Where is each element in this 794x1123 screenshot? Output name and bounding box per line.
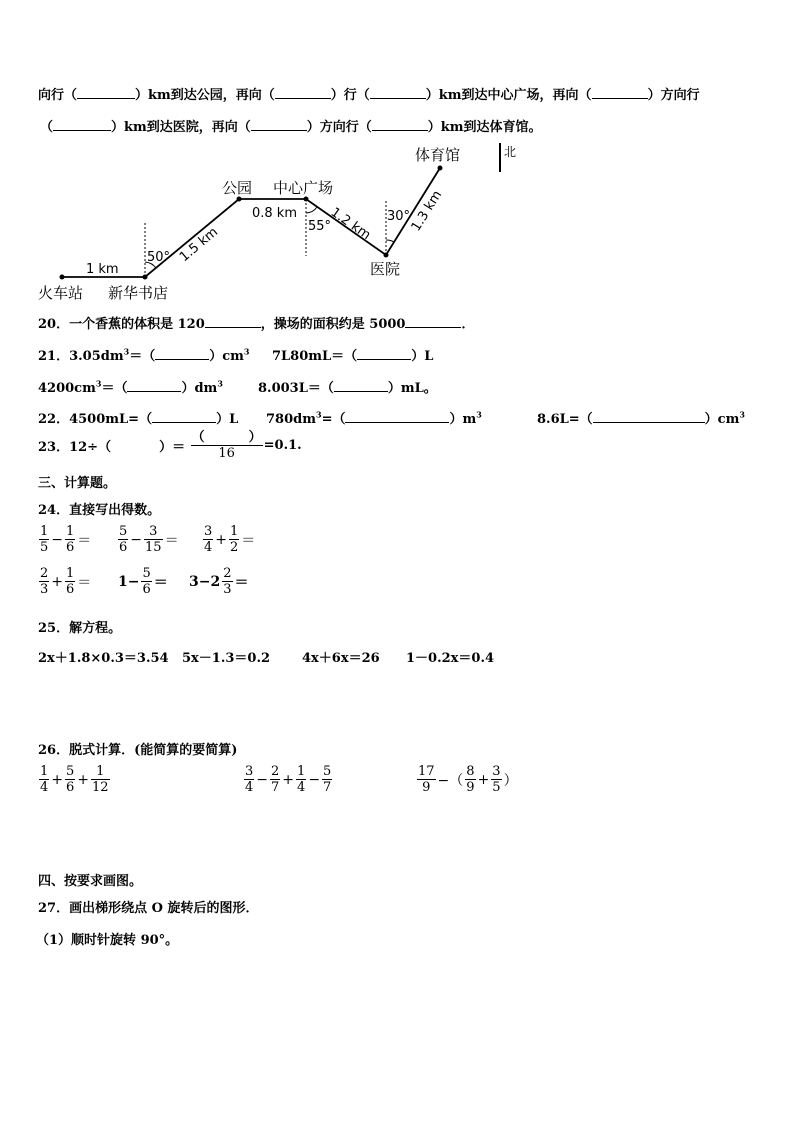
dist-station-bookstore: 1 km [86, 262, 119, 277]
q24-item: $\frac{3}{4}$ + $\frac{1}{2}$ ＝ [204, 524, 256, 555]
q27-sub: （1）顺时针旋转 90°。 [36, 933, 179, 948]
answer-blank[interactable] [155, 347, 209, 360]
q24-title: 24．直接写出得数。 [38, 503, 161, 518]
q26-expr-3: $\frac{17}{9}$ −（ $\frac{8}{9}$ + $\frac{3}{5}$ ） [418, 764, 518, 795]
angle-arc-plaza [306, 207, 317, 213]
equation: 4x＋6x＝26 [302, 651, 380, 666]
answer-blank[interactable] [334, 379, 388, 392]
q24-item: $\frac{2}{3}$ + $\frac{1}{6}$ ＝ [40, 566, 92, 597]
q19-line-2: （ ）km到达医院，再向（ ）方向行（ ）km到达体育馆。 [40, 120, 542, 135]
q21-line-1: 21．$3.05dm^3=$（ ）$cm^3$ [38, 346, 250, 364]
q26-title: 26．脱式计算．(能简算的要简算) [38, 743, 238, 758]
section-3-heading: 三、计算题。 [38, 476, 117, 491]
q22-c: 8.6L=（ ）$cm^3$ [537, 409, 745, 427]
angle-bookstore: 50° [147, 250, 171, 265]
equation: 5x－1.3＝0.2 [182, 651, 271, 666]
equation: 1－0.2x＝0.4 [406, 651, 495, 666]
q21-line-2: $4200cm^3=$（ ）$dm^3$ [38, 378, 223, 396]
dist-hospital-stadium: 1.3 km [408, 188, 446, 235]
label-station: 火车站 [38, 284, 84, 302]
q23-fraction: $\frac{( )}{16}$ [191, 430, 262, 461]
dist-bookstore-park: 1.5 km [176, 224, 222, 266]
q22-b: $780dm^3=$（ ）$m^3$ [266, 409, 482, 427]
q25-title: 25．解方程。 [38, 621, 122, 636]
route-map [0, 0, 794, 310]
q26-expr-2: $\frac{3}{4}$ − $\frac{2}{7}$ + $\frac{1}{4}$ − $\frac{5}{7}$ [245, 764, 332, 795]
answer-blank[interactable] [405, 315, 461, 328]
q26-expr-1: $\frac{1}{4}$ + $\frac{5}{6}$ + $\frac{1}{12}$ [40, 764, 109, 795]
q24-item: 1− $\frac{5}{6}$ ＝ [118, 566, 168, 597]
q24-item: 3−2 $\frac{2}{3}$ ＝ [189, 566, 249, 597]
station-point [60, 275, 65, 280]
angle-plaza: 55° [308, 219, 332, 234]
label-park: 公园 [222, 179, 253, 197]
q24-item: $\frac{5}{6}$ − $\frac{3}{15}$ ＝ [119, 524, 179, 555]
q24-item: $\frac{1}{5}$ − $\frac{1}{6}$ ＝ [40, 524, 92, 555]
answer-blank[interactable] [205, 315, 261, 328]
equation: 2x＋1.8×0.3＝3.54 [38, 651, 169, 666]
answer-blank[interactable] [345, 410, 449, 423]
label-bookstore: 新华书店 [108, 284, 169, 302]
park-point [237, 197, 242, 202]
angle-arc-hospital [386, 240, 394, 242]
q21-line-2b: 8.003L＝（ ）mL。 [258, 381, 437, 396]
answer-blank[interactable] [357, 347, 411, 360]
label-plaza: 中心广场 [273, 179, 334, 197]
dist-park-plaza: 0.8 km [252, 206, 297, 221]
section-4-heading: 四、按要求画图。 [38, 874, 143, 889]
dist-plaza-hospital: 1.2 km [327, 204, 374, 244]
stadium-point [438, 166, 443, 171]
q19-line-1: 向行（ ）km到达公园，再向（ ）行（ ）km到达中心广场，再向（ ）方向行 [38, 88, 700, 103]
label-hospital: 医院 [370, 260, 401, 278]
north-label: 北 [504, 145, 517, 159]
q22-a: 22．4500mL=（ ）L [38, 412, 239, 427]
q23: 23．12÷（ ）＝ $\frac{( )}{16}$ =0.1. [38, 430, 302, 461]
q21-line-1b: 7L80mL＝（ ）L [272, 349, 434, 364]
angle-hospital: 30° [387, 209, 411, 224]
q27-title: 27．画出梯形绕点 O 旋转后的图形． [38, 901, 259, 916]
answer-blank[interactable] [593, 410, 705, 423]
answer-blank[interactable] [152, 410, 216, 423]
label-stadium: 体育馆 [415, 146, 461, 164]
answer-blank[interactable] [127, 379, 181, 392]
q20: 20．一个香蕉的体积是 120 ，操场的面积约是 5000 ． [38, 317, 475, 332]
